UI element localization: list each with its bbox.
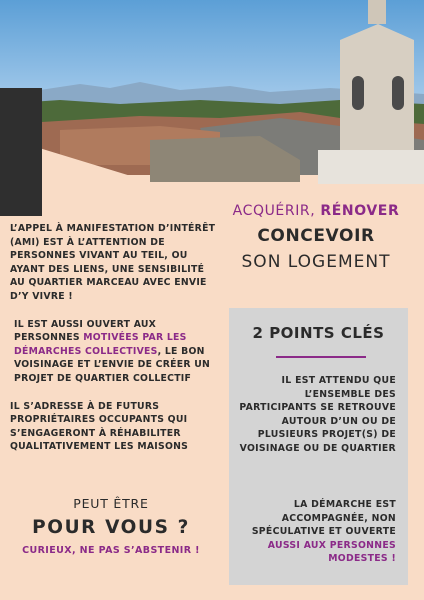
headline-line-2: CONCEVOIR <box>257 226 375 246</box>
key-point-2-start: LA DÉMARCHE EST ACCOMPAGNÉE, NON SPÉCULATIVE ET OUVERTE <box>251 499 396 538</box>
intro-p2-start: IL EST AUSSI OUVERT AUX PERSONNES <box>14 318 157 344</box>
cta-line-1: PEUT ÊTRE <box>73 496 149 511</box>
intro-p2-end: , LE BON VOISINAGE ET L’ENVIE DE CRÉER UN PROJET DE QUARTIER COLLECTIF <box>14 345 211 384</box>
key-points-title: 2 POINTS CLÉS <box>252 324 385 342</box>
intro-paragraph-1: L’APPEL À MANIFESTATION D’INTÉRÊT (AMI) EST À L’ATTENTION DE PERSONNES VIVANT AU TEIL, OU AYANT DES LIENS, UNE SENSIBILITÉ AU QUARTIER MARCEAU AVEC ENVIE D’Y VIVRE ! <box>10 223 216 302</box>
headline <box>228 203 404 272</box>
headline-line-3: SON LOGEMENT <box>241 252 391 272</box>
word-acquerir: ACQUÉRIR, <box>232 203 316 219</box>
intro-p2-accent: MOTIVÉES PAR LES DÉMARCHES COLLECTIVES <box>14 332 187 357</box>
cta-line-2: POUR VOUS ? <box>32 517 190 538</box>
decorative-dark-block <box>0 88 42 216</box>
intro-text <box>10 222 218 468</box>
cta-line-3: CURIEUX, NE PAS S’ABSTENIR ! <box>22 545 200 556</box>
key-point-2 <box>236 498 396 566</box>
headline-line-1 <box>228 203 404 219</box>
key-points-divider <box>276 356 366 358</box>
call-to-action <box>12 496 210 558</box>
intro-paragraph-3: IL S’ADRESSE À DE FUTURS PROPRIÉTAIRES OCCUPANTS QUI S’ENGAGERONT À RÉHABILITER QUALITATIVEMENT LES MAISONS <box>10 400 189 453</box>
key-points-box <box>229 308 408 585</box>
intro-paragraph-2 <box>10 318 218 386</box>
word-renover: RÉNOVER <box>320 203 400 219</box>
header-photo <box>0 0 424 230</box>
key-point-2-accent: AUSSI AUX PERSONNES MODESTES ! <box>267 539 396 565</box>
key-point-1: IL EST ATTENDU QUE L’ENSEMBLE DES PARTICIPANTS SE RETROUVE AUTOUR D’UN OU DE PLUSIEURS PROJET(S) DE VOISINAGE OU DE QUARTIER <box>239 375 396 454</box>
